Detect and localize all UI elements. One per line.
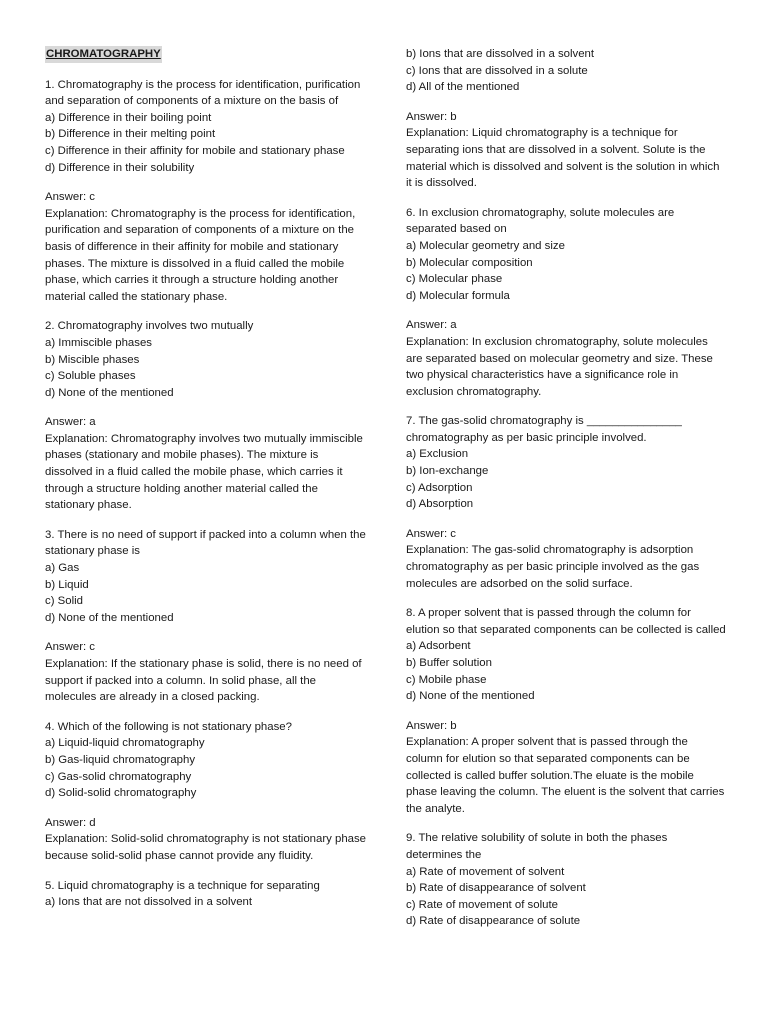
answer-option: a) Immiscible phases [45,336,152,349]
question-block [406,413,726,513]
answer-option: b) Difference in their melting point [45,128,216,141]
answer-key: Answer: a [45,416,96,429]
answer-option: a) Adsorbent [406,640,471,653]
question-block [406,605,726,705]
answer-block [45,639,367,705]
answer-key: Answer: a [406,319,457,332]
answer-option: b) Ions that are dissolved in a solvent [406,48,595,60]
answer-option: d) None of the mentioned [406,690,535,703]
question-block [45,77,367,177]
question-text: 9. The relative solubility of solute in both the phases determines the [406,832,668,861]
answer-option: a) Molecular geometry and size [406,239,565,252]
answer-key: Answer: b [406,110,457,123]
answer-option: c) Rate of movement of solute [406,898,558,911]
question-block [406,205,726,305]
answer-option: d) None of the mentioned [45,386,174,399]
question-text: 4. Which of the following is not stationary phase? [45,720,292,733]
answer-option: c) Ions that are dissolved in a solute [406,64,588,77]
answer-option: a) Difference in their boiling point [45,111,212,124]
answer-option: d) All of the mentioned [406,81,520,94]
answer-block [45,414,367,514]
answer-block [45,815,367,865]
explanation-text: Explanation: The gas-solid chromatography is adsorption chromatography as per basic principle involved as the gas molecules are adsorbed on the solid surface. [406,544,700,590]
right-column [406,46,726,943]
question-text: 1. Chromatography is the process for identification, purification and separation of components of a mixture on the basis of [45,78,361,108]
answer-option: a) Gas [45,562,80,575]
answer-key: Answer: c [406,527,457,540]
question-text: 7. The gas-solid chromatography is _______________ chromatography as per basic principle involved. [406,415,682,444]
answer-option: c) Adsorption [406,481,473,494]
page-title: CHROMATOGRAPHY [45,46,162,63]
answer-key: Answer: c [45,191,96,204]
question-block [45,527,367,627]
right-questions [406,46,726,930]
question-block [406,830,726,930]
question-text: 3. There is no need of support if packed into a column when the stationary phase is [45,528,366,558]
left-column [45,46,367,924]
explanation-text: Explanation: Chromatography involves two mutually immiscible phases (stationary and mobile phases). The mixture is dissolved in a fluid called the mobile phase, which carries it through a structure holding another material called the stationary phase. [45,432,363,512]
explanation-text: Explanation: If the stationary phase is solid, there is no need of support if packed into a column. In solid phase, all the molecules are already in a closed packing. [45,658,362,704]
question-block [45,318,367,401]
answer-option: a) Exclusion [406,448,469,461]
explanation-text: Explanation: A proper solvent that is passed through the column for elution so that separated components can be collected is called buffer solution.The eluate is the mobile phase leaving the column. The eluent is the solvent that carries the analyte. [406,736,725,815]
answer-key: Answer: c [45,641,96,654]
answer-option: a) Rate of movement of solvent [406,865,565,878]
answer-option: b) Liquid [45,578,89,591]
answer-option: c) Solid [45,595,83,608]
answer-option: b) Ion-exchange [406,465,489,478]
answer-option: d) Rate of disappearance of solute [406,915,581,928]
answer-option: c) Mobile phase [406,673,487,686]
answer-key: Answer: b [406,719,457,732]
explanation-text: Explanation: Solid-solid chromatography is not stationary phase because solid-solid phase cannot provide any fluidity. [45,833,367,862]
answer-option: a) Ions that are not dissolved in a solvent [45,896,253,909]
answer-option: d) Solid-solid chromatography [45,787,197,800]
answer-option: b) Gas-liquid chromatography [45,753,196,766]
answer-option: d) Difference in their solubility [45,161,195,174]
answer-block [406,526,726,592]
answer-option: c) Soluble phases [45,370,136,383]
explanation-text: Explanation: In exclusion chromatography, solute molecules are separated based on molecular geometry and size. These two physical characteristics have a significance role in exclusion chromatography. [406,335,713,398]
answer-option: d) Absorption [406,498,474,511]
question-text: 6. In exclusion chromatography, solute molecules are separated based on [406,206,675,236]
explanation-text: Explanation: Chromatography is the process for identification, purification and separation of components of a mixture on the basis of difference in their affinity for mobile and stationary phases. The mixture is dissolved in a fluid called the mobile phase, which carries it through a structure holding another material called the stationary phase. [45,207,356,303]
question-block [45,719,367,802]
answer-option: c) Gas-solid chromatography [45,770,192,783]
question-block [45,878,367,911]
answer-option: c) Molecular phase [406,273,503,286]
answer-option: b) Rate of disappearance of solvent [406,882,586,895]
question-text: 5. Liquid chromatography is a technique for separating [45,879,320,892]
answer-option: b) Buffer solution [406,657,492,669]
answer-block [406,109,726,192]
answer-option: c) Difference in their affinity for mobile and stationary phase [45,144,345,157]
answer-option: d) Molecular formula [406,289,510,302]
question-text: 8. A proper solvent that is passed through the column for elution so that separated components can be collected is called [406,607,726,636]
answer-option: b) Molecular composition [406,256,533,269]
answer-option: d) None of the mentioned [45,611,174,624]
answer-block [406,317,726,400]
answer-block [45,189,367,305]
left-questions [45,77,367,911]
question-text: 2. Chromatography involves two mutually [45,320,254,333]
answer-option: a) Liquid-liquid chromatography [45,737,205,750]
answer-block [406,718,726,818]
answer-key: Answer: d [45,816,96,829]
explanation-text: Explanation: Liquid chromatography is a technique for separating ions that are dissolved in a solvent. Solute is the material which is dissolved and solvent is the solution in which it is dissolved. [406,127,720,190]
question-block [406,46,726,96]
answer-option: b) Miscible phases [45,353,140,366]
